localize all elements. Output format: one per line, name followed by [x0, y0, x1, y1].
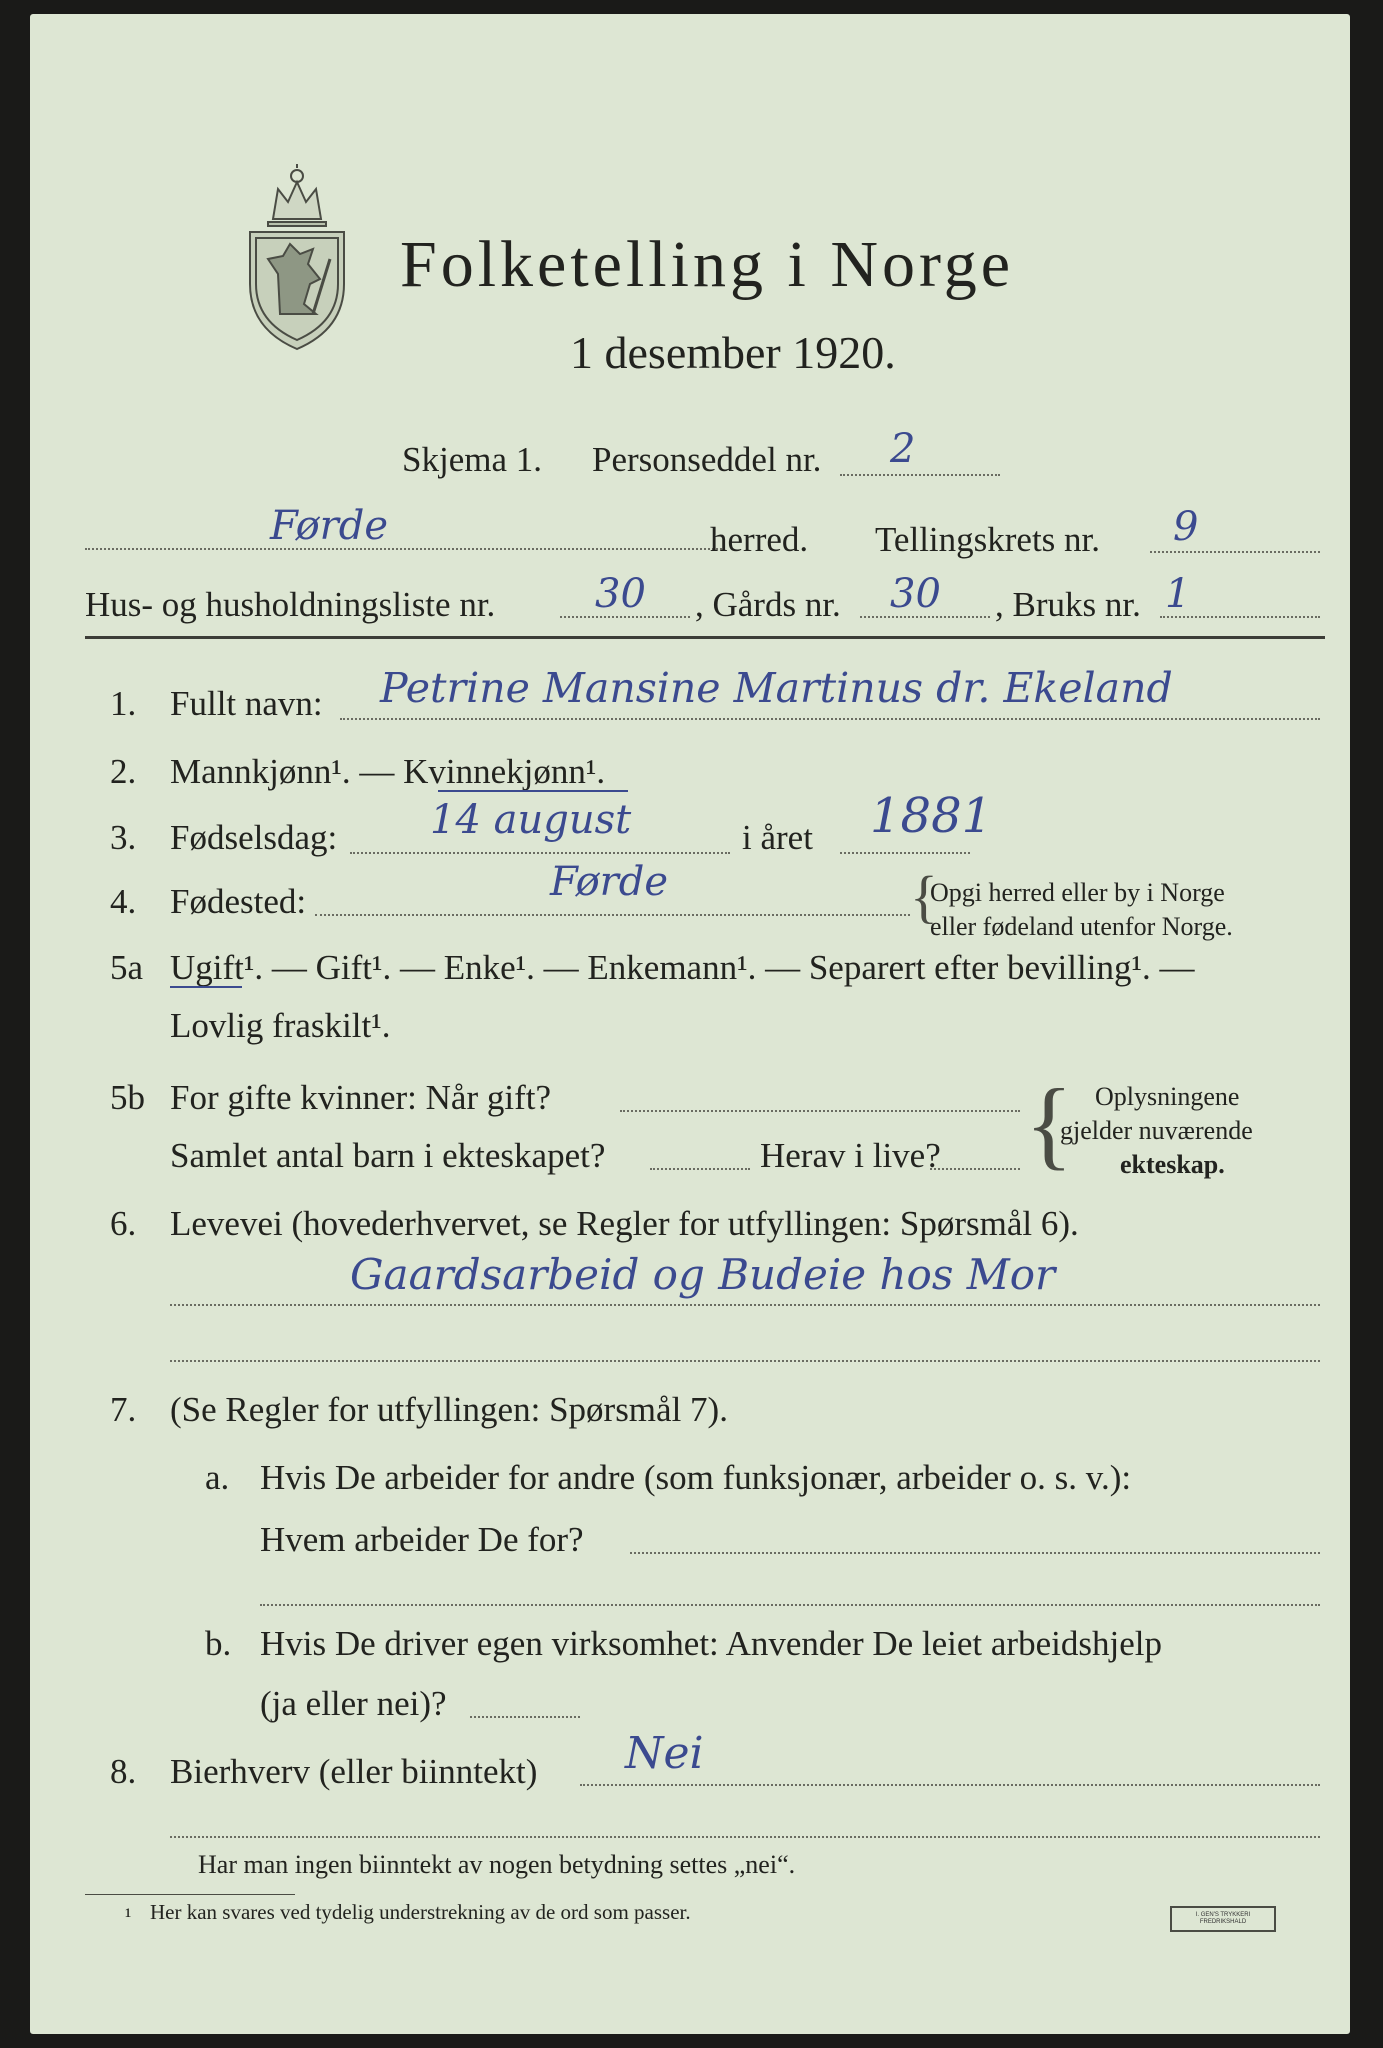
personseddel-fill-line	[840, 474, 1000, 476]
q7a-fill-line-1	[630, 1552, 1320, 1554]
q3-year-value: 1881	[870, 788, 993, 844]
bruks-value: 1	[1165, 571, 1191, 617]
q5b-note-line1: Oplysningene	[1095, 1082, 1240, 1111]
q8-secondary-income-value: Nei	[625, 1728, 704, 1779]
q7b-line1: Hvis De driver egen virksomhet: Anvender De leiet arbeidshjelp	[260, 1624, 1162, 1663]
q1-label: Fullt navn:	[170, 684, 323, 723]
gards-fill-line	[860, 616, 990, 618]
personseddel-value: 2	[890, 426, 916, 472]
gards-value: 30	[890, 571, 941, 617]
q3-label: Fødselsdag:	[170, 818, 338, 857]
q7a-line1: Hvis De arbeider for andre (som funksjonær, arbeider o. s. v.):	[260, 1458, 1132, 1497]
q4-brace: {	[910, 864, 938, 929]
q7a-fill-line-2	[260, 1604, 1320, 1606]
q4-label: Fødested:	[170, 882, 307, 921]
q5a-ugift-underline	[170, 986, 242, 988]
hus-label: Hus- og husholdningsliste nr.	[85, 585, 496, 624]
q7b-line2: (ja eller nei)?	[260, 1684, 447, 1723]
q4-note-line2: eller fødeland utenfor Norge.	[930, 912, 1233, 941]
tellingskrets-label: Tellingskrets nr.	[875, 520, 1101, 559]
q5b-note-line3: ekteskap.	[1120, 1150, 1225, 1179]
q5a-line1: Ugift¹. — Gift¹. — Enke¹. — Enkemann¹. — Separert efter bevilling¹. —	[170, 948, 1195, 987]
q8-label: Bierhverv (eller biinntekt)	[170, 1752, 538, 1791]
q5b-brace: {	[1025, 1068, 1073, 1179]
footer-note: Har man ingen biinntekt av nogen betydning settes „nei“.	[198, 1850, 796, 1879]
q5b-line1: For gifte kvinner: Når gift?	[170, 1078, 552, 1117]
q4-note-line1: Opgi herred eller by i Norge	[930, 878, 1225, 907]
census-form-sheet	[30, 14, 1350, 2034]
header-divider	[85, 636, 1325, 639]
q7-number: 7.	[110, 1390, 137, 1429]
norwegian-coat-of-arms-icon	[238, 164, 356, 354]
bruks-label: , Bruks nr.	[995, 585, 1141, 624]
q6-occupation-value: Gaardsarbeid og Budeie hos Mor	[350, 1250, 1056, 1299]
q2-label: Mannkjønn¹. — Kvinnekjønn¹.	[170, 752, 606, 791]
q3-year-fill-line	[840, 852, 970, 854]
census-date: 1 desember 1920.	[570, 327, 896, 378]
q5a-line2: Lovlig fraskilt¹.	[170, 1006, 391, 1045]
gards-label: , Gårds nr.	[695, 585, 841, 624]
tellingskrets-fill-line	[1150, 551, 1320, 553]
q8-number: 8.	[110, 1752, 137, 1791]
q7b-letter: b.	[205, 1624, 232, 1663]
q6-fill-line-1	[170, 1304, 1320, 1306]
printer-stamp	[1170, 1906, 1276, 1932]
q5b-line2b: Herav i live?	[760, 1136, 941, 1175]
q3-birthday-value: 14 august	[430, 797, 632, 843]
herred-value: Førde	[270, 503, 389, 549]
q1-full-name-value: Petrine Mansine Martinus dr. Ekeland	[380, 664, 1173, 712]
herred-fill-line	[85, 548, 725, 550]
q8-fill-line-2	[170, 1836, 1320, 1838]
q5b-number: 5b	[110, 1078, 145, 1117]
q3-year-label: i året	[742, 818, 813, 857]
bruks-fill-line	[1160, 616, 1320, 618]
q1-fill-line	[340, 718, 1320, 720]
personseddel-label: Personseddel nr.	[592, 440, 822, 479]
q6-number: 6.	[110, 1204, 137, 1243]
q5b-children-fill-line	[650, 1168, 750, 1170]
q5a-number: 5a	[110, 948, 144, 987]
footnote-divider	[85, 1894, 295, 1895]
q4-birthplace-value: Førde	[550, 859, 669, 905]
q8-fill-line-1	[580, 1784, 1320, 1786]
q1-number: 1.	[110, 684, 137, 723]
hus-fill-line	[560, 616, 690, 618]
q4-number: 4.	[110, 882, 137, 921]
q2-kvinnekjonn-underline	[438, 790, 628, 792]
q7a-line2: Hvem arbeider De for?	[260, 1520, 584, 1559]
footnote-mark: ¹	[125, 1904, 132, 1928]
q6-label: Levevei (hovederhvervet, se Regler for utfyllingen: Spørsmål 6).	[170, 1204, 1079, 1243]
tellingskrets-value: 9	[1173, 504, 1199, 550]
form-title: Folketelling i Norge	[400, 228, 1015, 301]
footnote-text: Her kan svares ved tydelig understrekning av de ord som passer.	[150, 1900, 691, 1924]
q5b-alive-fill-line	[930, 1168, 1020, 1170]
q5b-when-fill-line	[620, 1110, 1020, 1112]
hus-value: 30	[595, 571, 646, 617]
herred-label: herred.	[710, 520, 809, 559]
q3-number: 3.	[110, 818, 137, 857]
q3-fill-line	[350, 852, 730, 854]
q7a-letter: a.	[205, 1458, 230, 1497]
schema-label: Skjema 1.	[402, 440, 542, 479]
q5b-note-line2: gjelder nuværende	[1060, 1116, 1253, 1145]
printer-stamp-text: I. GEN'S TRYKKERI FREDRIKSHALD	[1195, 1912, 1251, 1925]
q2-number: 2.	[110, 752, 137, 791]
q7b-fill-line	[470, 1716, 580, 1718]
q6-fill-line-2	[170, 1360, 1320, 1362]
q7-label: (Se Regler for utfyllingen: Spørsmål 7).	[170, 1390, 728, 1429]
q4-fill-line	[315, 914, 910, 916]
q5b-line2a: Samlet antal barn i ekteskapet?	[170, 1136, 606, 1175]
